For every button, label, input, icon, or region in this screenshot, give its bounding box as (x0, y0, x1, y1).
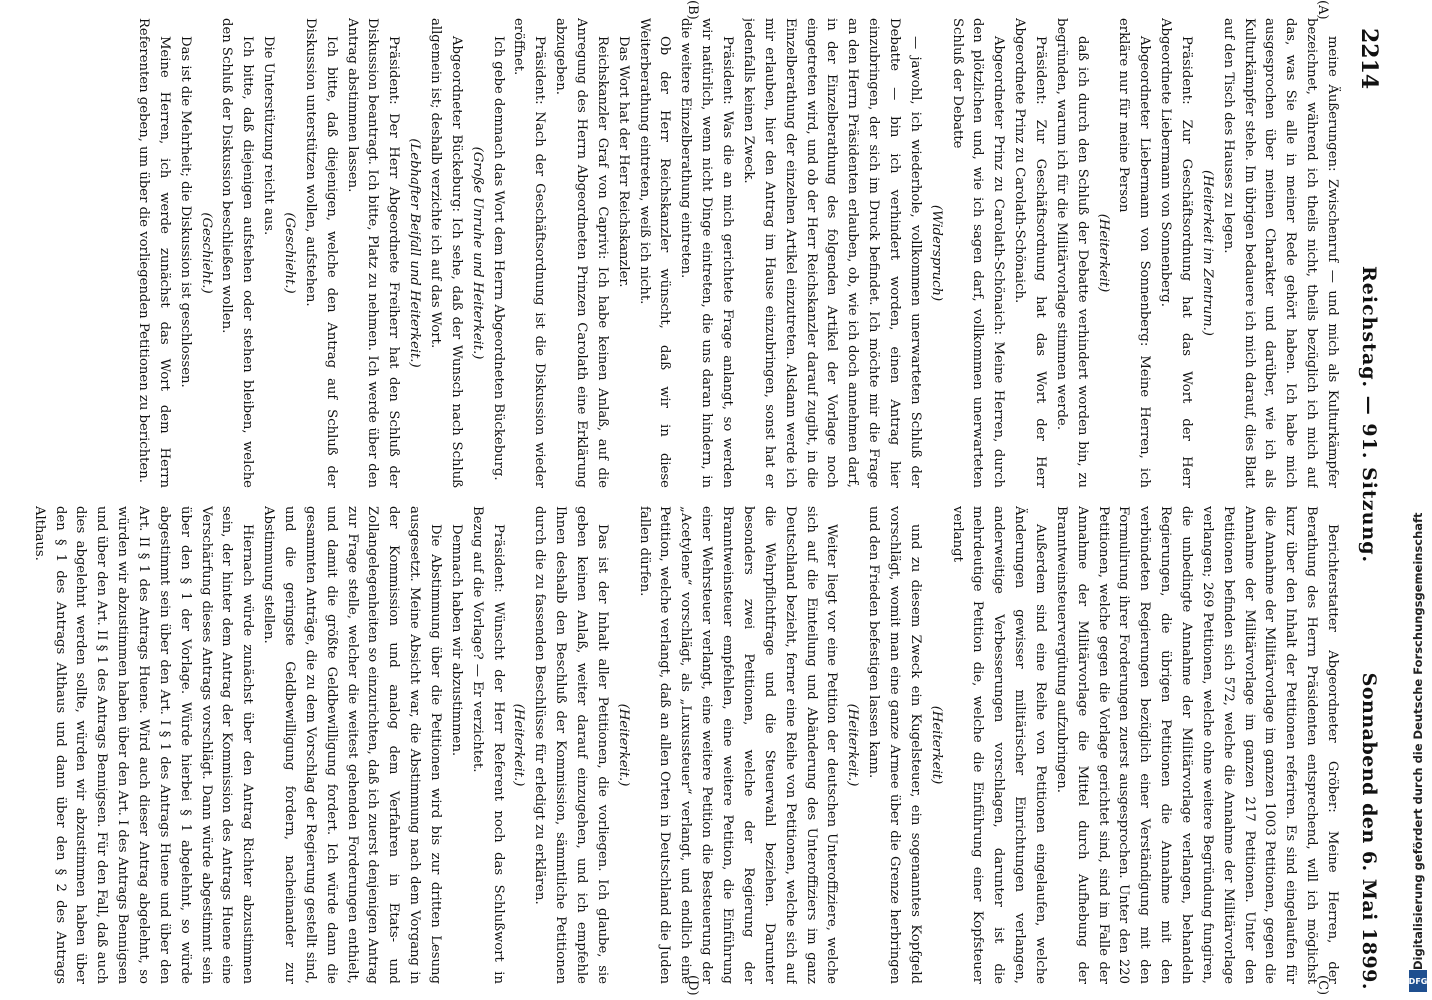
paragraph: daß ich durch den Schluß der Debatte verhindert worden bin, zu begründen, warum ich für die Militärvorlage stimmen werde. (1053, 18, 1090, 488)
paragraph: Präsident: Wünscht der Herr Referent noch das Schlußwort in Bezug auf die Vorlage? — Er verzichtet. (469, 506, 506, 984)
paragraph: Meine Herren, ich werde zunächst das Wort dem Herrn Referenten geben, um über die vorliegenden Petitionen zu berichten. (136, 18, 172, 488)
margin-mark-c: (C) (1315, 975, 1330, 996)
page-header (1354, 6, 1384, 990)
paragraph: Abgeordneter Liebermann von Sonnenberg: Meine Herren, ich erkläre nur für meine Person (1116, 18, 1153, 488)
paragraph: Präsident: Zur Geschäftsordnung hat das Wort der Herr Abgeordnete Liebermann von Sonnenberg. (1158, 18, 1194, 488)
digitization-stamp (1404, 0, 1432, 1000)
paragraph: (Große Unruhe und Heiterkeit.) (469, 146, 485, 360)
session-date: Sonnabend den 6. Mai 1899. (1358, 672, 1380, 990)
paragraph: (Heiterkeit.) (511, 703, 527, 787)
paragraph: Weiter liegt vor eine Petition der deutschen Unteroffiziere, welche sich auf die Einteilung und Abänderung des Unteroffiziers im ganz Deutschland bezieht, ferner eine Reihe von Petitionen, welche sich auf die Wehrpflichtfrage und die Steuerwahl beziehen. Darunter besonders zwei Petitionen, welche der Regierung der Branntweinsteuer empfehlen, eine weitere Petition, die Einführung einer Wehrsteuer verlangt, eine weitere Petition die Besteuerung der „Acetylene“ vorschlägt, als „Luxussteuer“ verlangt, und endlich eine Petition, welche verlangt, daß an allen Orten in Deutschland die Juden fallen dürfen. (636, 506, 840, 984)
paragraph: (Heiterkeit.) (615, 703, 631, 787)
paragraph: Präsident: Was die an mich gerichtete Frage anlangt, so werden wir natürlich, wenn nicht Dinge eintreten, die uns daran hindern, in die weitere Einzelberathung eintreten. (678, 18, 736, 488)
paragraph: (Geschieht.) (282, 212, 298, 294)
paragraph: Das Wort hat der Herr Reichskanzler. (615, 36, 631, 288)
paragraph: Außerdem sind eine Reihe von Petitionen eingelaufen, welche Änderungen gewisser militärischer Einrichtungen verlangen, anderweitige Verbesserungen vorschlagen, darunter ist die mehrdeutige Petition die, welche die Einführung einer Kopfsteuer verlangt (949, 506, 1048, 984)
paragraph: Das ist die Mehrheit; die Diskussion ist geschlossen. (177, 36, 193, 388)
digitization-note: Digitalisierung gefördert durch die Deutsche Forschungsgemeinschaft (1411, 512, 1425, 970)
paragraph: Präsident: Nach der Geschäftsordnung ist die Diskussion wieder eröffnet. (511, 18, 548, 488)
paragraph: Präsident: Der Herr Abgeordnete Freiherr hat den Schluß der Diskussion beantragt. Ich bitte, Platz zu nehmen. Ich werde über den Antrag abstimmen lassen. (344, 18, 402, 488)
paragraph: Die Abstimmung über die Petitionen wird bis zur dritten Lesung ausgesetzt. Meine Absicht war, die Abstimmung nach dem Vorgang in der Kommission und analog dem Verfahren in Etats- und Zollangelegenheiten so einzurichten, daß ich zuerst denjenigen Antrag zur Frage stelle, welcher die weitest gehenden Forderungen enthielt, und damit die größte Geldbewilligung fordert. Ich würde dann die gesammten Anträge, die zu dem Vorschlag der Regierung gestellt sind, und die geringste Geldbewilligung fordern, nacheinander zur Abstimmung stellen. (261, 506, 444, 984)
paragraph: — jawohl, ich wiederhole, vollkommen unerwarteten Schluß der Debatte — bin ich verhindert worden, einen Antrag hier einzubringen, der sich im Druck befindet. Ich möchte mir die Frage an den Herrn Präsidenten erlauben, ob, wie ich doch annehmen darf, in der Einzelberathung des folgenden Artikel der Vorlage noch eingetreten wird, und ob der Herr Reichskanzler darauf zugibt, in die Einzelberathung der einzelnen Artikel einzutreten. Alsdann werde ich mir erlauben, hier den Antrag im Hause einzubringen, sonst hat er jedenfalls keinen Zweck. (740, 18, 923, 488)
paragraph: Abgeordneter Bückeburg: Ich sehe, daß der Wunsch nach Schluß allgemein ist; deshalb verzichte ich auf das Wort. (428, 18, 464, 488)
page-number: 2214 (1356, 28, 1382, 90)
paragraph: Hiernach würde zunächst über den Antrag Richter abzustimmen sein, der hinter dem Antrag der Kommission des Antrags Huene eine Verschärfung dieses Antrags vorschlägt. Dann würde abgestimmt sein über den § 1 der Vorlage. Würde hierbei § 1 abgelehnt, so würde abgestimmt sein über den Art. I § 1 des Antrags Huene und über den Art. II § 1 des Antrags Huene. Wird auch dieser Antrag abgelehnt, so würden wir abzustimmen haben über den Art. I des Antrags Bennigsen und über den Art. II § 1 des Antrags Bennigsen. Für den Fall, daß auch dies abgelehnt werden sollte, würden wir abzustimmen haben über den § 1 des Antrags Althaus und dann über den § 2 des Antrags Althaus. (31, 506, 256, 984)
paragraph: (Geschieht.) (198, 212, 214, 294)
paragraph: Berichterstatter Abgeordneter Gröber: Meine Herren, der Berathung des Herrn Präsidenten entsprechend, will ich möglichst kurz über den Inhalt der Petitionen referiren. Es sind eingelaufen für die Annahme der Militärvorlage im ganzen 1003 Petitionen, gegen die Annahme der Militärvorlage im ganzen 217 Petitionen. Unter den Petitionen befinden sich 572, welche die Annahme der Militärvorlage verlangen; 269 Petitionen, welche ohne weitere Begründung fungiren, die unbedingte Annahme der Militärvorlage verlangen, behandeln Regierungen, die übrigen Petitionen die Annahme mit den verbündeten Regierungen bezüglich einer Verständigung mit den Formulirung ihrer Forderungen zuerst ausgesprochen. Unter den 220 Petitionen, welche gegen die Vorlage gerichtet sind, sind im Falle der Annahme der Militärvorlage die Mittel durch Aufhebung der Branntweinsteuervergütung aufzubringen. (1053, 506, 1340, 984)
paragraph: (Heiterkeit.) (845, 703, 861, 787)
session-title: Reichstag. — 91. Sitzung. (1358, 266, 1380, 564)
paragraph: Ich bitte, daß diejenigen, welche den Antrag auf Schluß der Diskussion unterstützen wollen, aufstehen. (302, 18, 339, 488)
margin-mark-b: (B) (685, 0, 700, 20)
margin-mark-d: (D) (685, 975, 700, 996)
paragraph: (Heiterkeit) (928, 705, 944, 785)
paragraph: (Widerspruch) (928, 204, 944, 302)
paragraph: (Heiterkeit) (1095, 213, 1111, 293)
paragraph: Ich gebe demnach das Wort dem Herrn Abgeordneten Bückeburg. (490, 36, 506, 481)
paragraph: Ich bitte, daß diejenigen aufstehen oder stehen bleiben, welche den Schluß der Diskussion beschließen wollen. (219, 18, 256, 488)
paragraph: Ob der Herr Reichskanzler wünscht, daß wir in diese Weiterberathung eintreten, weiß ich nicht. (636, 18, 673, 488)
paragraph: Das ist der Inhalt aller Petitionen, die vorliegen. Ich glaube, sie geben keinen Anlaß, weiter darauf einzugehen, und ich empfehle Ihnen deshalb den Beschluß der Kommission, sämmtliche Petitionen durch die zu fassenden Beschlüsse für erledigt zu erklären. (532, 506, 610, 984)
paragraph: Abgeordneter Prinz zu Carolath-Schönaich: Meine Herren, durch den plötzlichen und, wie ich sagen darf, vollkommen unerwarteten Schluß der Debatte (949, 18, 1007, 488)
paragraph: Demnach haben wir abzustimmen. (448, 524, 464, 757)
paragraph: meine Äußerungen: Zwischenruf — und mich als Kulturkämpfer bezeichnet, während ich theils nicht, theils bezüglich ich mich auf das, was Sie alle in meiner Rede gehört haben. Ich habe mich ausgesprochen über meinen Charakter und darüber, wie ich als Kulturkämpfer stehe. Im übrigen bedauere ich mich darauf, dies Blatt auf den Tisch des Hauses zu legen. (1220, 18, 1340, 488)
margin-mark-a: (A) (1315, 0, 1330, 20)
paragraph: Präsident: Zur Geschäftsordnung hat das Wort der Herr Abgeordnete Prinz zu Carolath-Schönaich. (1012, 18, 1048, 488)
paragraph: (Lebhafter Beifall und Heiterkeit.) (407, 138, 423, 368)
left-column (20, 18, 1342, 488)
paragraph: Reichskanzler Graf von Caprivi: Ich habe keinen Anlaß, auf die Anregung des Herrn Abgeordneten Prinzen Carolath eine Erklärung abzugeben. (553, 18, 610, 488)
right-column (20, 506, 1342, 984)
paragraph: Die Unterstützung reicht aus. (261, 36, 277, 236)
dfg-logo: DFG (1409, 970, 1427, 992)
paragraph: (Heiterkeit im Zentrum.) (1199, 170, 1215, 336)
paragraph: und zu diesem Zweck ein Kugelsteuer, ein sogenanntes Kopfgeld vorschlägt, womit man eine ganze Armee über die Grenze herbringen und den Frieden befestigen lassen kann. (866, 506, 923, 984)
